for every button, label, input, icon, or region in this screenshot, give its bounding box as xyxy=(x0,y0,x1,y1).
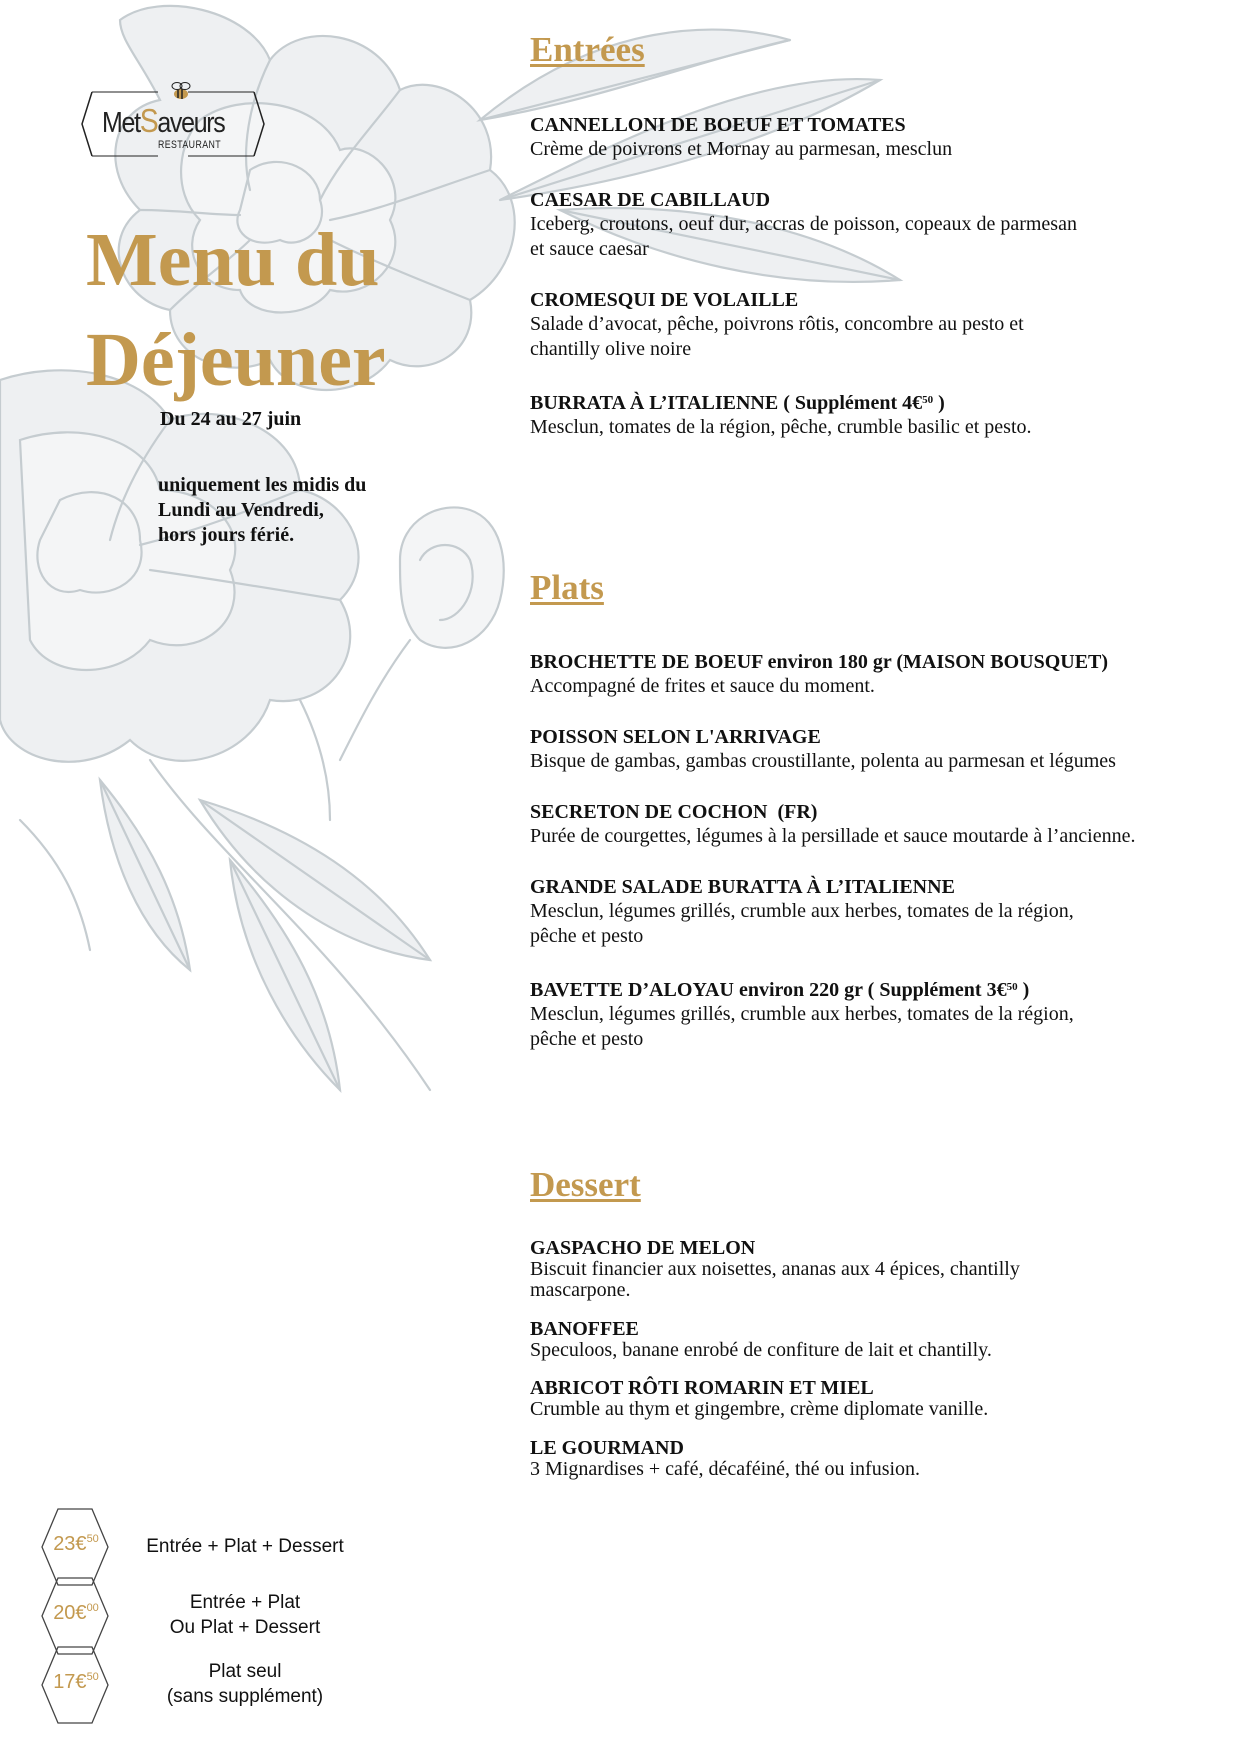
formula-option xyxy=(40,1507,380,1587)
formula-option xyxy=(40,1645,380,1725)
logo-subtitle: RESTAURANT xyxy=(158,139,221,151)
bee-icon xyxy=(166,80,196,102)
menu-item: CANNELLONI DE BOEUF ET TOMATES Crème de poivrons et Mornay au parmesan, mesclun xyxy=(530,114,953,160)
title-line-2: Déjeuner xyxy=(86,318,386,402)
formula-option xyxy=(40,1576,380,1656)
section-title-entrees: Entrées xyxy=(530,30,645,69)
menu-item: BAVETTE D’ALOYAU environ 220 gr ( Supplément 3€$^{50}$ ) Mesclun, légumes grillés, crumble aux herbes, tomates de la région, pêche et pesto xyxy=(530,979,1074,1050)
price-badge: 17€$^{50}$ xyxy=(53,1671,99,1693)
restaurant-logo xyxy=(78,84,268,164)
formula-label: Entrée + Plat + Dessert xyxy=(146,1536,344,1557)
section-title-dessert: Dessert xyxy=(530,1165,641,1204)
section-title-plats: Plats xyxy=(530,568,604,607)
menu-dates: Du 24 au 27 juin xyxy=(160,408,302,430)
menu-item: CAESAR DE CABILLAUD Iceberg, croutons, oeuf dur, accras de poisson, copeaux de parmesan et sauce caesar xyxy=(530,189,1077,260)
page-title xyxy=(86,210,386,410)
price-badge: 20€$^{00}$ xyxy=(53,1602,99,1624)
formula-label: Plat seul (sans supplément) xyxy=(166,1661,324,1707)
menu-item: CROMESQUI DE VOLAILLE Salade d’avocat, pêche, poivrons rôtis, concombre au pesto et chantilly olive noire xyxy=(530,289,1024,360)
title-line-1: Menu du xyxy=(86,218,380,302)
formula-label: Entrée + Plat Ou Plat + Dessert xyxy=(169,1592,321,1638)
availability-note: uniquement les midis du Lundi au Vendredi, hors jours férié. xyxy=(158,474,367,546)
menu-item: ABRICOT RÔTI ROMARIN ET MIEL Crumble au thym et gingembre, crème diplomate vanille. xyxy=(530,1377,989,1420)
menu-item: SECRETON DE COCHON (FR) Purée de courgettes, légumes à la persillade et sauce moutarde à l’ancienne. xyxy=(530,801,1136,847)
menu-item: GASPACHO DE MELON Biscuit financier aux noisettes, ananas aux 4 épices, chantilly mascarpone. xyxy=(530,1237,1020,1301)
menu-item: BROCHETTE DE BOEUF environ 180 gr (MAISON BOUSQUET) Accompagné de frites et sauce du moment. xyxy=(530,651,1109,697)
logo-wordmark: MetSaveurs xyxy=(102,102,225,139)
menu-item: POISSON SELON L'ARRIVAGE Bisque de gambas, gambas croustillante, polenta au parmesan et légumes xyxy=(530,726,1116,772)
menu-item: LE GOURMAND 3 Mignardises + café, décaféiné, thé ou infusion. xyxy=(530,1437,921,1480)
price-badge: 23€$^{50}$ xyxy=(53,1533,99,1555)
menu-item: BURRATA À L’ITALIENNE ( Supplément 4€$^{50}$ ) Mesclun, tomates de la région, pêche, crumble basilic et pesto. xyxy=(530,392,1032,438)
menu-item: BANOFFEE Speculoos, banane enrobé de confiture de lait et chantilly. xyxy=(530,1318,992,1361)
menu-item: GRANDE SALADE BURATTA À L’ITALIENNE Mesclun, légumes grillés, crumble aux herbes, tomates de la région, pêche et pesto xyxy=(530,876,1074,947)
